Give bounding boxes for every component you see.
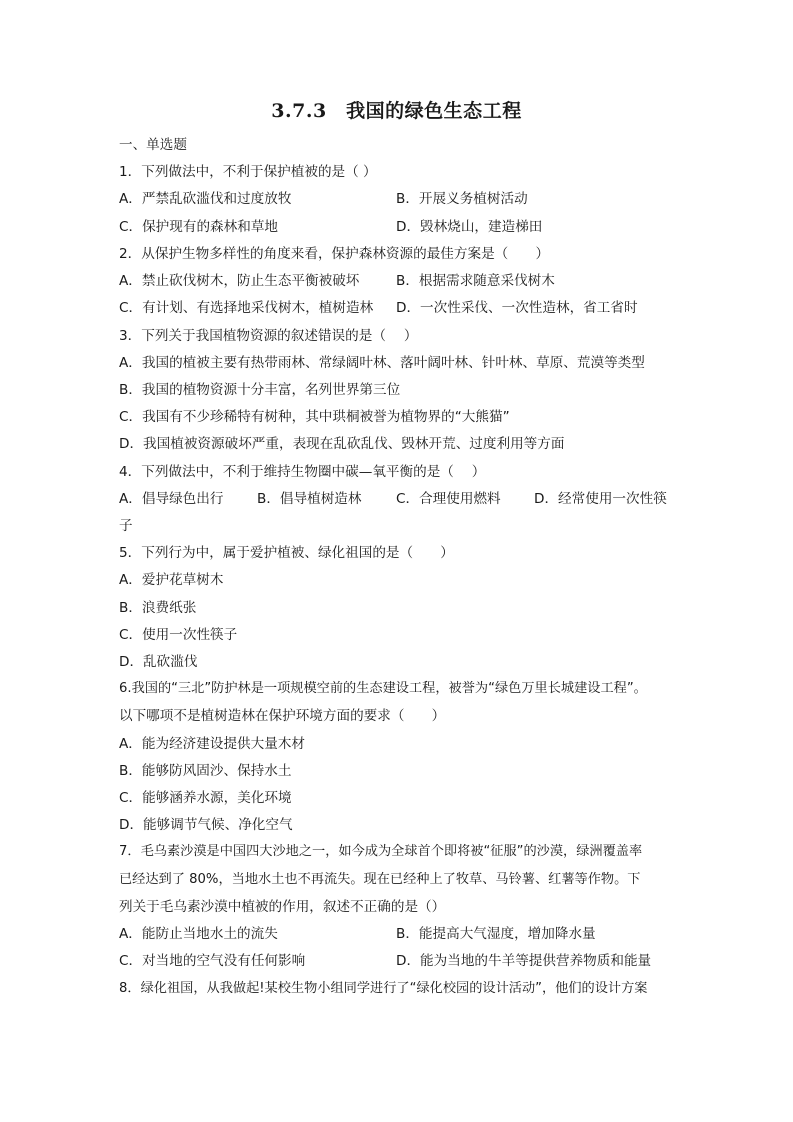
question-5-stem: 5．下列行为中，属于爱护植被、绿化祖国的是（ ） xyxy=(119,545,454,561)
question-4-stem: 4．下列做法中，不利于维持生物圈中碳—氧平衡的是（ ） xyxy=(119,464,486,480)
question-4-option-a: A．倡导绿色出行 xyxy=(119,491,224,507)
question-6-option-c: C．能够涵养水源，美化环境 xyxy=(119,790,292,806)
question-3-option-d: D．我国植被资源破坏严重，表现在乱砍乱伐、毁林开荒、过度利用等方面 xyxy=(119,436,565,452)
question-6-stem-line-1: 6.我国的“三北”防护林是一项规模空前的生态建设工程，被誉为“绿色万里长城建设工程”。 xyxy=(119,681,647,696)
question-5-option-b: B．浪费纸张 xyxy=(119,600,197,616)
question-7-stem-line-2: 已经达到了 80%，当地水土也不再流失。现在已经种上了牧草、马铃薯、红薯等作物。下 xyxy=(119,872,641,887)
question-1-option-b: B．开展义务植树活动 xyxy=(396,191,528,207)
question-4-option-d: D．经常使用一次性筷 xyxy=(534,491,667,507)
question-4-option-d-continued: 子 xyxy=(119,518,133,534)
question-1-stem: 1．下列做法中，不利于保护植被的是（ ） xyxy=(119,164,377,180)
question-3-option-c: C．我国有不少珍稀特有树种，其中珙桐被誉为植物界的“大熊猫” xyxy=(119,409,510,425)
question-7-option-c: C．对当地的空气没有任何影响 xyxy=(119,953,306,969)
question-7-stem-line-1: 7．毛乌素沙漠是中国四大沙地之一，如今成为全球首个即将被“征服”的沙漠，绿洲覆盖率 xyxy=(119,844,643,859)
question-1-option-a: A．严禁乱砍滥伐和过度放牧 xyxy=(119,191,292,207)
page-title: 3.7.3 我国的绿色生态工程 xyxy=(271,100,522,122)
question-7-stem-line-3: 列关于毛乌素沙漠中植被的作用，叙述不正确的是（） xyxy=(119,899,446,915)
question-3-stem: 3．下列关于我国植物资源的叙述错误的是（ ） xyxy=(119,328,418,344)
question-1-option-c: C．保护现有的森林和草地 xyxy=(119,219,279,235)
question-5-option-d: D．乱砍滥伐 xyxy=(119,654,198,670)
question-2-option-c: C．有计划、有选择地采伐树木，植树造林 xyxy=(119,300,374,316)
question-3-option-b: B．我国的植物资源十分丰富，名列世界第三位 xyxy=(119,382,401,398)
question-2-option-d: D．一次性采伐、一次性造林，省工省时 xyxy=(396,300,638,316)
section-heading: 一、单选题 xyxy=(119,137,187,153)
question-2-option-a: A．禁止砍伐树木，防止生态平衡被破坏 xyxy=(119,273,360,289)
question-6-option-a: A．能为经济建设提供大量木材 xyxy=(119,736,306,752)
question-2-option-b: B．根据需求随意采伐树木 xyxy=(396,273,555,289)
question-6-stem-line-2: 以下哪项不是植树造林在保护环境方面的要求（ ） xyxy=(119,708,446,724)
question-7-option-b: B．能提高大气湿度，增加降水量 xyxy=(396,926,596,942)
question-6-option-b: B．能够防风固沙、保持水土 xyxy=(119,763,292,779)
question-7-option-d: D．能为当地的牛羊等提供营养物质和能量 xyxy=(396,953,652,969)
question-1-option-d: D．毁林烧山，建造梯田 xyxy=(396,219,543,235)
question-5-option-a: A．爱护花草树木 xyxy=(119,572,224,588)
question-6-option-d: D．能够调节气候、净化空气 xyxy=(119,817,293,833)
question-4-option-b: B．倡导植树造林 xyxy=(257,491,362,507)
question-5-option-c: C．使用一次性筷子 xyxy=(119,627,238,643)
question-2-stem: 2．从保护生物多样性的角度来看，保护森林资源的最佳方案是（ ） xyxy=(119,246,550,262)
question-7-option-a: A．能防止当地水土的流失 xyxy=(119,926,278,942)
question-8-stem-line-1: 8．绿化祖国，从我做起!某校生物小组同学进行了“绿化校园的设计活动”，他们的设计方案 xyxy=(119,981,648,996)
question-4-option-c: C．合理使用燃料 xyxy=(396,491,501,507)
question-3-option-a: A．我国的植被主要有热带雨林、常绿阔叶林、落叶阔叶林、针叶林、草原、荒漠等类型 xyxy=(119,355,645,371)
